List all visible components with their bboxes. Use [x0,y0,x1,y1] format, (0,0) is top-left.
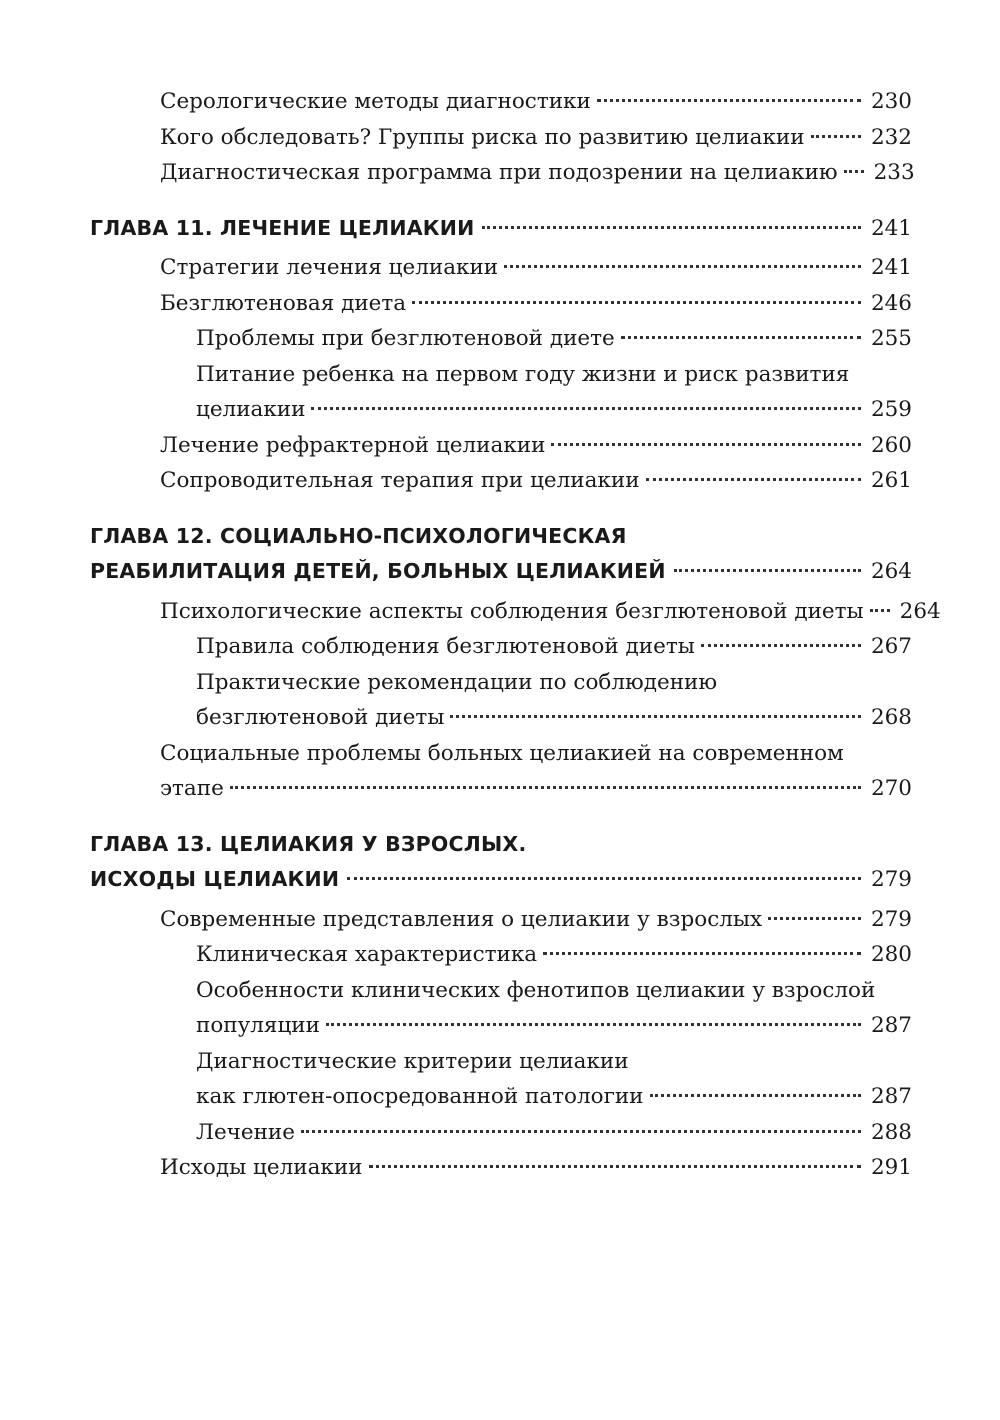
dot-leader [870,609,890,612]
toc-entry-title: Лечение рефрактерной целиакии [160,432,546,458]
toc-entry-title: безглютеновой диеты [196,705,445,730]
toc-entry [160,84,912,120]
toc-entry-title: Серологические методы диагностики [160,89,591,114]
toc-entry-line [196,1079,912,1115]
toc-entry-title-line: ГЛАВА 13. ЦЕЛИАКИЯ У ВЗРОСЛЫХ. [90,831,527,856]
toc-entry [160,286,912,322]
toc-entry [160,594,941,630]
toc-entry-line [90,211,912,247]
toc-entry-line [160,428,912,464]
toc-page-number: 288 [870,1119,912,1145]
toc-entry-title: Современные представления о целиакии у взрослых [160,906,763,932]
toc-page-number: 287 [870,1013,912,1038]
toc-page-number: 255 [870,326,912,351]
toc-entry-line [160,155,915,191]
toc-entry [160,902,912,938]
toc-chapter-entry [90,211,912,247]
toc-entry-line [160,250,912,286]
toc-entry [196,973,912,1044]
toc-page-number: 264 [870,559,912,584]
toc-entry-line [90,862,912,898]
toc-entry-line [196,321,912,357]
toc-entry-title: Правила соблюдения безглютеновой диеты [196,634,695,659]
toc-entry-title: Психологические аспекты соблюдения безглютеновой диеты [160,598,864,624]
toc-entry-title: Лечение [196,1119,295,1145]
dot-leader [621,336,861,339]
toc-entry-title: целиакии [196,397,306,422]
toc-entry-title: Проблемы при безглютеновой диете [196,326,615,351]
toc-entry-title: Безглютеновая диета [160,290,407,316]
toc-entry-title: как глютен-опосредованной патологии [196,1084,644,1109]
table-of-contents [90,84,941,1186]
toc-entry-line [160,1150,912,1186]
toc-entry-line [160,120,912,156]
toc-entry-title: Клиническая характеристика [196,942,538,967]
toc-entry-title: этапе [160,776,224,801]
dot-leader [369,1165,861,1168]
toc-entry-title: ГЛАВА 11. ЛЕЧЕНИЕ ЦЕЛИАКИИ [90,215,475,240]
dot-leader [412,301,861,304]
toc-entry-line [196,700,912,736]
toc-entry-title: Стратегии лечения целиакии [160,255,499,280]
toc-entry [196,1115,912,1151]
toc-page-number: 268 [870,705,912,730]
toc-page-number: 241 [870,255,912,280]
toc-page-number: 279 [870,867,912,892]
dot-leader [701,644,861,647]
toc-entry-line [160,902,912,938]
toc-entry [196,321,912,357]
toc-entry-title: РЕАБИЛИТАЦИЯ ДЕТЕЙ, БОЛЬНЫХ ЦЕЛИАКИЕЙ [90,559,666,583]
dot-leader [844,170,864,173]
toc-entry-title: ИСХОДЫ ЦЕЛИАКИИ [90,867,340,891]
toc-entry-title: Сопроводительная терапия при целиакии [160,468,640,493]
toc-page-number: 233 [873,160,915,185]
toc-entry-line [160,771,912,807]
toc-page-number: 259 [870,397,912,422]
toc-entry-line [160,463,912,499]
toc-entry-title-line: Практические рекомендации по соблюдению [196,669,718,695]
toc-entry-line [196,1115,912,1151]
toc-entry-line [196,629,912,665]
toc-entry-line [196,392,912,428]
toc-entry-line [196,937,912,973]
toc-page-number: 261 [870,468,912,493]
toc-page-number: 230 [870,89,912,114]
dot-leader [326,1023,861,1026]
toc-page-number: 260 [870,432,912,458]
toc-entry [160,120,912,156]
toc-entry [196,357,912,428]
toc-entry [160,1150,912,1186]
toc-page-number: 246 [870,290,912,316]
dot-leader [482,226,861,229]
toc-entry [196,629,912,665]
toc-chapter-entry [90,519,912,590]
dot-leader [646,478,861,481]
dot-leader [347,877,861,880]
toc-entry-title-line: Диагностические критерии целиакии [196,1048,629,1074]
toc-entry-line [160,594,941,630]
dot-leader [551,443,861,446]
toc-entry [196,665,912,736]
dot-leader [597,99,861,102]
toc-page-number: 264 [899,598,941,624]
toc-entry-title-line: Социальные проблемы больных целиакией на современном [160,740,844,766]
toc-page-number: 241 [870,215,912,241]
toc-page-number: 232 [870,124,912,150]
toc-entry-line [90,554,912,590]
toc-entry-line [160,286,912,322]
toc-page-number: 287 [870,1084,912,1109]
dot-leader [768,917,861,920]
toc-page-number: 279 [870,906,912,932]
toc-page-number: 291 [870,1155,912,1180]
dot-leader [311,407,861,410]
toc-entry [160,428,912,464]
toc-entry [196,937,912,973]
dot-leader [450,715,861,718]
toc-entry-title: Кого обследовать? Группы риска по развитию целиакии [160,124,805,150]
toc-page-number: 270 [870,776,912,801]
toc-entry-line [160,84,912,120]
toc-chapter-entry [90,827,912,898]
toc-entry-title: Диагностическая программа при подозрении на целиакию [160,160,838,185]
dot-leader [650,1094,861,1097]
dot-leader [301,1130,861,1133]
toc-entry-title: Исходы целиакии [160,1155,363,1180]
dot-leader [504,265,861,268]
toc-entry [160,155,915,191]
dot-leader [811,135,861,138]
toc-entry-line [196,1008,912,1044]
toc-entry-title-line: ГЛАВА 12. СОЦИАЛЬНО-ПСИХОЛОГИЧЕСКАЯ [90,523,627,548]
toc-entry [160,736,912,807]
toc-entry [160,463,912,499]
dot-leader [543,952,861,955]
toc-entry [160,250,912,286]
toc-entry [196,1044,912,1115]
toc-entry-title: популяции [196,1013,320,1038]
dot-leader [674,569,861,572]
toc-page-number: 267 [870,634,912,659]
toc-entry-title-line: Особенности клинических фенотипов целиакии у взрослой [196,977,876,1003]
dot-leader [230,786,861,789]
toc-page-number: 280 [870,942,912,967]
toc-entry-title-line: Питание ребенка на первом году жизни и риск развития [196,361,850,387]
